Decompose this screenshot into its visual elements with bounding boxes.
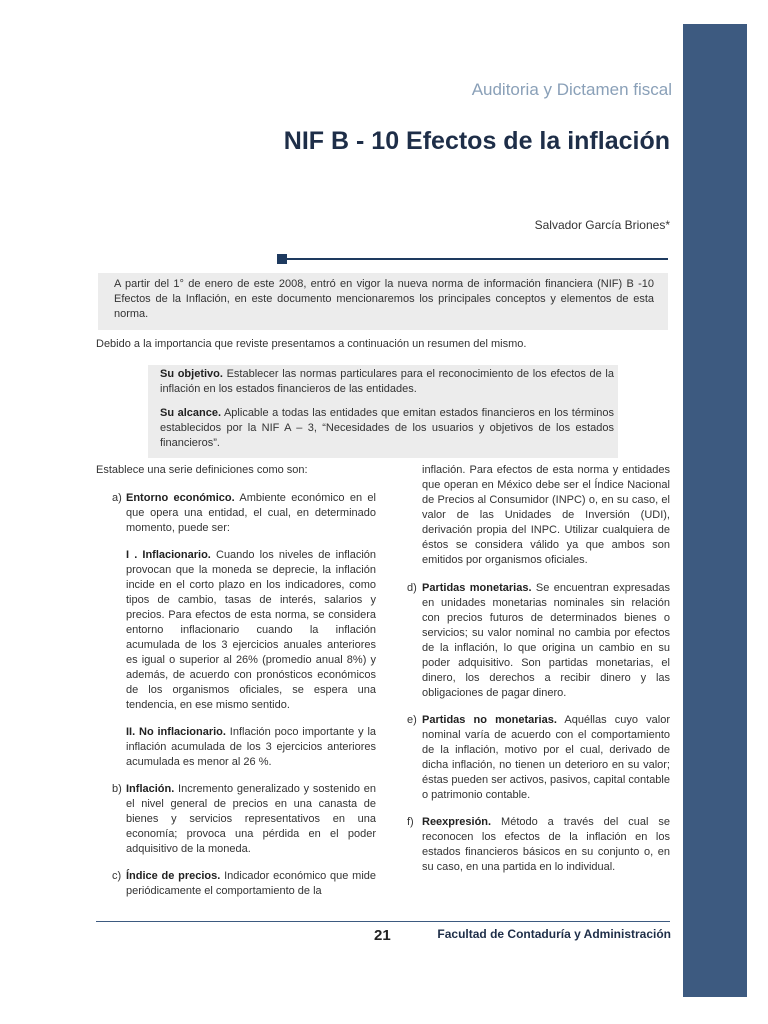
sub-item-text: Cuando los niveles de inflación provocan que la moneda se deprecie, la inflación incide en el corto plazo en los indicadores, como tipos de cambio, tasas de interés, salarios y precios. Para efectos de esta norma, se considera entorno inflacionario cuando la inflación acumulada de los 3 ejercicios anuales anteriores es igual o superior al 26% (promedio anual 8%) y además, de acuerdo con pronósticos económicos de los organismos oficiales, se espera una tendencia, en ese mismo sentido. (126, 549, 376, 711)
title-rule (287, 258, 668, 260)
item-letter: c) (112, 870, 122, 882)
definition-item-c (96, 869, 376, 899)
objective-text: Establecer las normas particulares para el reconocimiento de los efectos de la inflación en los estados financieros de las entidades. (160, 368, 614, 395)
item-text: Método a través del cual se reconocen los efectos de la inflación en los estados financieros básicos en su conjunto o, en su caso, en una partida en lo individual. (422, 816, 670, 873)
scope-paragraph (160, 406, 614, 451)
item-term: Reexpresión. (422, 816, 492, 828)
item-term: Índice de precios. (126, 870, 221, 882)
item-letter: a) (112, 492, 122, 504)
definitions-intro: Establece una serie definiciones como son: (96, 464, 308, 476)
scope-label: Su alcance. (160, 407, 222, 419)
side-color-band (683, 24, 747, 997)
rule-square-ornament (277, 254, 287, 264)
sub-item-no-inflacionario (126, 725, 376, 770)
intro-box (98, 273, 668, 330)
objective-scope-box (148, 365, 618, 458)
item-letter: e) (407, 714, 417, 726)
definition-item-a (96, 491, 376, 536)
definition-item-f (405, 815, 670, 875)
right-column (405, 463, 670, 875)
item-c-continuation: inflación. Para efectos de esta norma y entidades que operan en México debe ser el Índice Nacional de Precios al Consumidor (INPC) o, en su caso, el valor de las Unidades de Inversión (UDI), derivación propia del INPC. Utilizar cualquiera de éstos se considera válido ya que ambos son emitidos por organismos oficiales. (422, 464, 670, 566)
sub-item-term: I . Inflacionario. (126, 549, 211, 561)
item-term: Inflación. (126, 783, 175, 795)
footer-faculty: Facultad de Contaduría y Administración (437, 927, 671, 941)
sub-item-inflacionario (126, 548, 376, 713)
item-term: Entorno económico. (126, 492, 235, 504)
item-letter: f) (407, 816, 414, 828)
sub-item-text: Inflación poco importante y la inflación acumulada de los 3 ejercicios anteriores acumulada es menor al 26 %. (126, 726, 377, 768)
item-text: Incremento generalizado y sostenido en el nivel general de precios en una canasta de bienes y servicios representativos en una economía; provoca una pérdida en el poder adquisitivo de la moneda. (126, 783, 376, 855)
scope-text: Aplicable a todas las entidades que emitan estados financieros en los términos establecidos por la NIF A – 3, “Necesidades de los usuarios y objetivos de los estados financieros”. (160, 407, 614, 449)
definition-item-e (405, 713, 670, 803)
item-text: Ambiente económico en el que opera una entidad, el cual, en determinado momento, puede ser: (126, 492, 376, 534)
item-text: Indicador económico que mide periódicamente el comportamiento de la (126, 870, 376, 897)
item-letter: d) (407, 582, 417, 594)
item-letter: b) (112, 783, 122, 795)
objective-paragraph (160, 367, 614, 397)
item-text: Se encuentran expresadas en unidades monetarias nominales sin relación con precios futuros de determinados bienes o servicios; su valor nominal no cambia por efectos de la inflación, lo que origina un cambio en su poder adquisitivo. Son partidas monetarias, el dinero, los derechos a recibir dinero y las obligaciones de pagar dinero. (422, 582, 670, 699)
item-term: Partidas monetarias. (422, 582, 532, 594)
objective-label: Su objetivo. (160, 368, 223, 380)
article-title: NIF B - 10 Efectos de la inflación (283, 127, 670, 155)
page-number: 21 (374, 927, 391, 944)
left-column (96, 463, 376, 899)
item-term: Partidas no monetarias. (422, 714, 557, 726)
summary-intro: Debido a la importancia que reviste presentamos a continuación un resumen del mismo. (96, 338, 527, 350)
definition-item-d (405, 581, 670, 701)
item-text: Aquéllas cuyo valor nominal varía de acuerdo con el comportamiento de la inflación, motivo por el cual, derivado de dicha inflación, no tienen un deterioro en su valor; éstas pueden ser activos, pasivos, capital contable o patrimonio contable. (422, 714, 670, 801)
intro-text: A partir del 1° de enero de este 2008, entró en vigor la nueva norma de información financiera (NIF) B -10 Efectos de la Inflación, en este documento mencionaremos los principales conceptos y elementos de esta norma. (114, 278, 654, 320)
footer-rule (96, 921, 670, 922)
sub-item-term: II. No inflacionario. (126, 726, 226, 738)
section-header: Auditoria y Dictamen fiscal (471, 80, 672, 99)
definition-item-b (96, 782, 376, 857)
author-name: Salvador García Briones* (534, 218, 670, 232)
